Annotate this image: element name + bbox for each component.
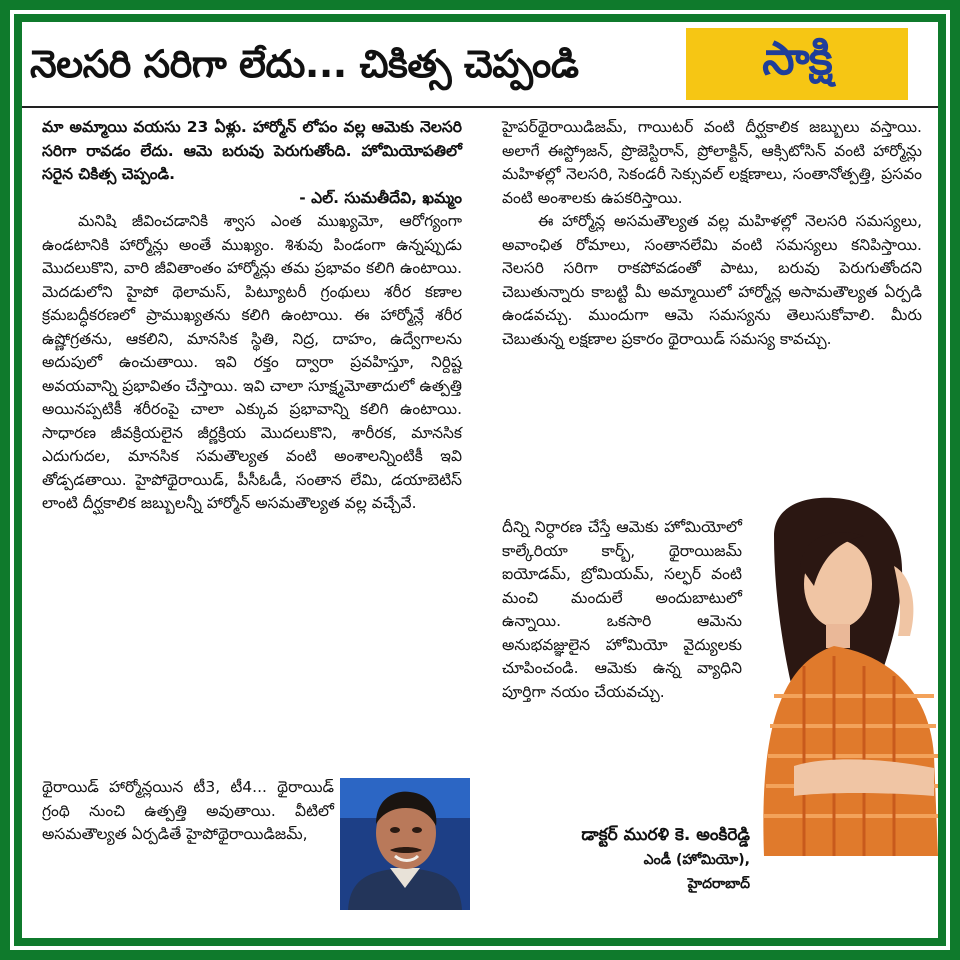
author-degree: ఎండీ (హోమియో), bbox=[643, 852, 750, 868]
article bbox=[22, 22, 938, 938]
doctor-photo bbox=[340, 778, 470, 910]
author-byline bbox=[480, 822, 750, 896]
answer-paragraph-3: హైపర్‌థైరాయిడిజమ్, గాయిటర్ వంటి దీర్ఘకాలిక జబ్బులు వస్తాయి. అలాగే ఈస్ట్రోజన్, ప్రొజెస్టిరాన్, ప్రోలాక్టిన్, ఆక్సిటోసిన్ వంటి హార్మోన్లు మహిళల్లో నెలసరి, సెకండరీ సెక్సువల్ లక్షణాలు, సంతానోత్పత్తి, ప్రసవం వంటి అంశాలకు ఉపకరిస్తాయి. bbox=[502, 118, 922, 207]
worried-woman-image bbox=[734, 496, 938, 856]
question-text: మా అమ్మాయి వయసు 23 ఏళ్లు. హార్మోన్ లోపం వల్ల ఆమెకు నెలసరి సరిగా రావడం లేదు. ఆమె బరువు పెరుగుతోంది. హోమియోపతిలో సరైన చికిత్స చెప్పండి. bbox=[42, 118, 462, 183]
column-left-bottom bbox=[42, 776, 334, 847]
headline: నెలసరి సరిగా లేదు... చికిత్స చెప్పండి bbox=[30, 42, 579, 86]
sakshi-logo: సాక్షి bbox=[686, 28, 908, 100]
woman-illustration bbox=[734, 496, 938, 856]
column-left bbox=[42, 116, 462, 516]
divider bbox=[22, 106, 938, 108]
answer-paragraph-1: మనిషి జీవించడానికి శ్వాస ఎంత ముఖ్యమో, ఆరోగ్యంగా ఉండటానికి హార్మోన్లు అంతే ముఖ్యం. శిశువు పిండంగా ఉన్నప్పుడు మొదలుకొని, వారి జీవితాంతం హార్మోన్లు తమ ప్రభావం కలిగి ఉంటాయి. మెదడులోని హైపో థెలామస్, పిట్యూటరీ గ్రంథులు శరీర కణాల క్రమబద్ధీకరణలో ప్రాముఖ్యతను కలిగి ఉంటాయి. ఈ హార్మోన్లే శరీర ఉష్ణోగ్రతను, ఆకలిని, మానసిక స్థితి, నిద్ర, దాహం, ఉద్వేగాలను అదుపులో ఉంచుతాయి. ఇవి రక్తం ద్వారా ప్రవహిస్తూ, నిర్దిష్ట అవయవాన్ని ప్రభావితం చేస్తాయి. ఇవి చాలా సూక్ష్మమోతాదులో ఉత్పత్తి అయినప్పటికీ శరీరంపై చాలా ఎక్కువ ప్రభావాన్ని కలిగి ఉంటాయి. సాధారణ జీవక్రియలైన జీర్ణక్రియ మొదలుకొని, శారీరక, మానసిక ఎదుగుదల, మానసిక సమతౌల్యత వంటి అంశాలన్నింటికీ ఇవి తోడ్పడతాయి. హైపోథైరాయిడ్, పీసీఓడీ, సంతాన లేమి, డయాబెటిస్ లాంటి దీర్ఘకాలిక జబ్బులన్నీ హార్మోన్ అసమతౌల్యత వల్ల వచ్చేవే. bbox=[42, 212, 462, 512]
author-city: హైదరాబాద్ bbox=[687, 876, 750, 892]
doctor-portrait-image bbox=[340, 778, 470, 910]
question-asker: - ఎల్. సుమతీదేవి, ఖమ్మం bbox=[299, 188, 462, 207]
answer-paragraph-2: థైరాయిడ్ హార్మోన్లయిన టీ3, టీ4... థైరాయిడ్ గ్రంథి నుంచి ఉత్పత్తి అవుతాయి. వీటిలో అసమతౌల్యత ఏర్పడితే హైపోథైరాయిడిజమ్, bbox=[42, 778, 334, 843]
column-right-bottom bbox=[502, 516, 742, 704]
answer-paragraph-4: ఈ హార్మోన్ల అసమతౌల్యత వల్ల మహిళల్లో నెలసరి సమస్యలు, అవాంఛిత రోమాలు, సంతానలేమి వంటి సమస్యలు కనిపిస్తాయి. నెలసరి సరిగా రాకపోవడంతో పాటు, బరువు పెరుగుతోందని చెబుతున్నారు కాబట్టి మీ అమ్మాయిలో హార్మోన్ల అసామతౌల్యత ఏర్పడి ఉండవచ్చు. ముందుగా ఆమె సమస్యను తెలుసుకోవాలి. మీరు చెబుతున్న లక్షణాల ప్రకారం థైరాయిడ్ సమస్య కావచ్చు. bbox=[502, 212, 922, 348]
column-right bbox=[502, 116, 922, 351]
answer-paragraph-5: దీన్ని నిర్ధారణ చేస్తే ఆమెకు హోమియోలో కాల్కేరియా కార్బ్, థైరాయిజమ్ ఐయోడమ్, బ్రోమియమ్, సల్ఫర్ వంటి మంచి మందులే అందుబాటులో ఉన్నాయి. ఒకసారి ఆమెను అనుభవజ్ఞులైన హోమియో వైద్యులకు చూపించండి. ఆమెకు ఉన్న వ్యాధిని పూర్తిగా నయం చేయవచ్చు. bbox=[502, 518, 742, 701]
author-name: డాక్టర్ మురళి కె. అంకిరెడ్డి bbox=[581, 825, 750, 845]
